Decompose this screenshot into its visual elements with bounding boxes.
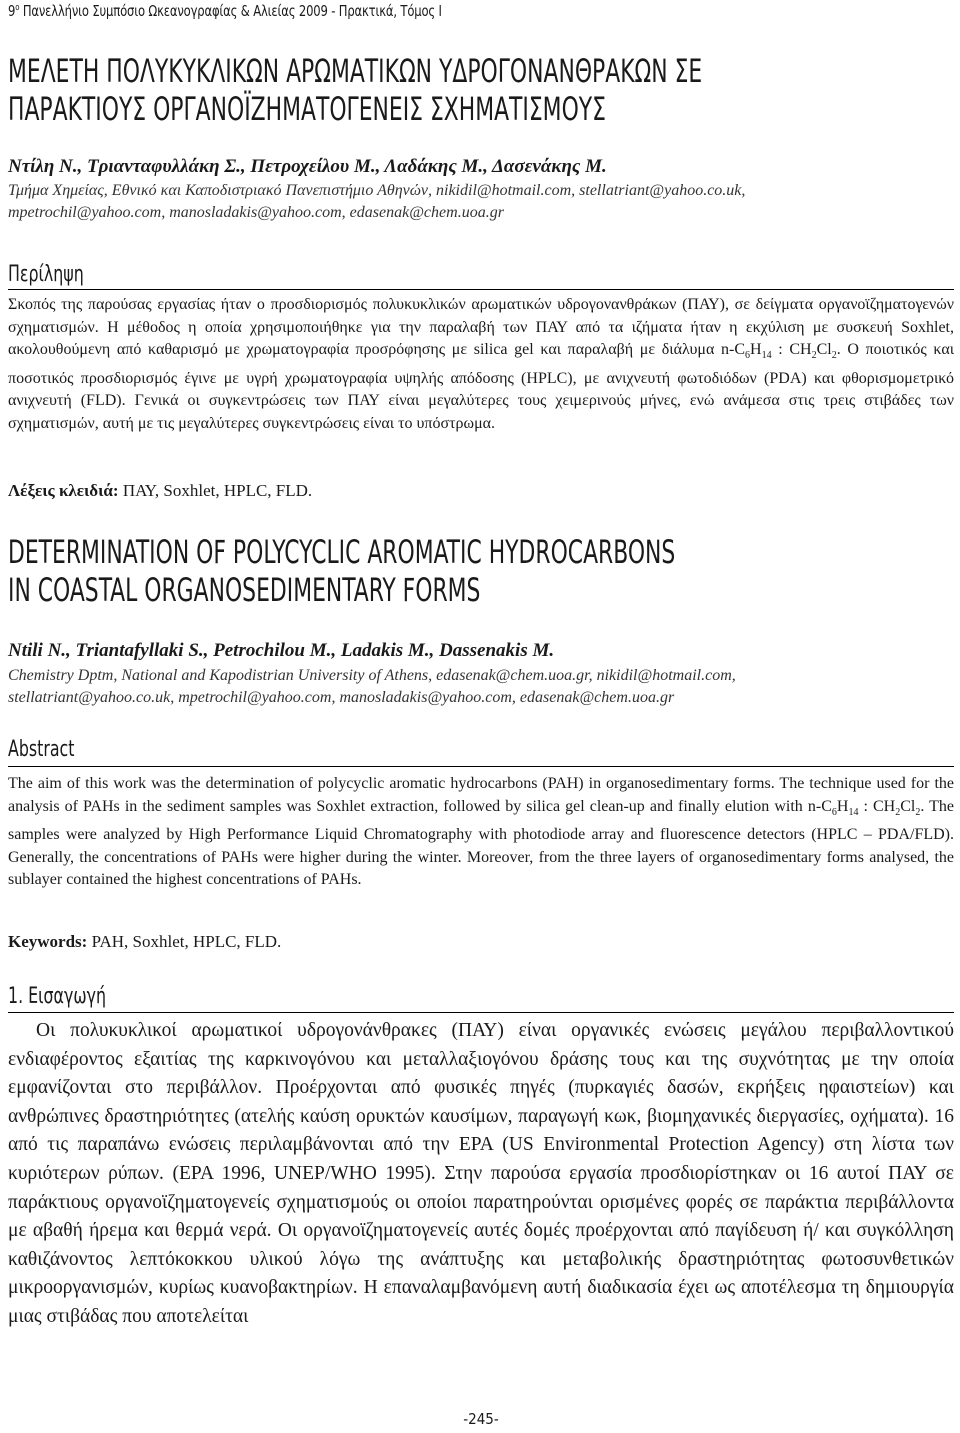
english-abstract-heading: Abstract — [8, 737, 75, 762]
english-authors: Ntili N., Triantafyllaki S., Petrochilou M., Ladakis M., Dassenakis M. — [8, 640, 555, 661]
english-title — [8, 533, 675, 609]
divider — [8, 289, 954, 290]
divider — [8, 1012, 954, 1013]
english-affiliation: Chemistry Dptm, National and Kapodistrian University of Athens, edasenak@chem.uoa.gr, nikidil@hotmail.com, stellatriant@yahoo.co.uk, mpetrochil@yahoo.com, manosladakis@yahoo.com, edasenak@chem.uoa.gr — [8, 667, 736, 706]
english-abstract-text: The aim of this work was the determination of polycyclic aromatic hydrocarbons (PAH) in organosedimentary forms. The technique used for the analysis of PAHs in the sediment samples was Soxhlet extraction, followed by silica gel clean-up and finally elution with $n-C_6H_{14}$ : $CH_2Cl_2$. The samples were analyzed by High Performance Liquid Chromatography with photodiode array and fluorescence detectors (HPLC – PDA/FLD). Generally, the concentrations of PAHs were higher during the winter. Moreover, from the three layers of organosedimentary forms analysed, the sublayer contained the highest concentrations of PAHs. — [8, 775, 955, 889]
greek-title-line2: ΠΑΡΑΚΤΙΟΥΣ ΟΡΓΑΝΟΪΖΗΜΑΤΟΓΕΝΕΙΣ ΣΧΗΜΑΤΙΣΜΟΥΣ — [8, 90, 606, 128]
page-number: -245- — [463, 1410, 499, 1428]
greek-affiliation: Τμήμα Χημείας, Εθνικό και Καποδιστριακό Πανεπιστήμιο Αθηνών, nikidil@hotmail.com, stellatriant@yahoo.co.uk, mpetrochil@yahoo.com, manosladakis@yahoo.com, edasenak@chem.uoa.gr — [8, 182, 746, 221]
greek-authors: Ντίλη Ν., Τριανταφυλλάκη Σ., Πετροχείλου Μ., Λαδάκης Μ., Δασενάκης Μ. — [8, 156, 607, 177]
greek-title — [8, 52, 702, 128]
intro-text: Οι πολυκυκλικοί αρωματικοί υδρογονάνθρακες (ΠΑΥ) είναι οργανικές ενώσεις μεγάλου περιβαλλοντικού ενδιαφέροντος εξαιτίας της καρκινογόνου και μεταλλαξιογόνου δράσης τους και της συχνότητας με την οποία εμφανίζονται στο περιβάλλον. Προέρχονται από φυσικές πηγές (πυρκαγιές δασών, εκρήξεις ηφαιστείων) και ανθρώπινες δραστηριότητες (ατελής καύση ορυκτών καυσίμων, παραγωγή κωκ, βιομηχανικές διεργασίες, οχήματα). 16 από τις παραπάνω ενώσεις περιλαμβάνονται από την EPA (US Environmental Protection Agency) στη λίστα των κυριότερων ρύπων. (EPA 1996, UNEP/WHO 1995). Στην παρούσα εργασία προσδιορίστηκαν οι 16 αυτοί ΠΑΥ σε παράκτιους οργανοϊζηματογενείς σχηματισμούς οι οποίοι παρατηρούνται ορισμένες φορές σε παράκτια περιβάλλοντα με αβαθή ήρεμα και θερμά νερά. Οι οργανοϊζηματογενείς αυτές δομές προέρχονται από παγίδευση ή/ και συγκόλληση καθιζάνοντος λεπτόκοκκου υλικού λόγω της ανάπτυξης και μεταβολικής δραστηριότητας φωτοσυνθετικών μικροοργανισμών, κυρίως κυανοβακτηρίων. Η επαναλαμβανόμενη αυτή διαδικασία έχει ως αποτέλεσμα τη δημιουργία μιας στιβάδας που αποτελείται — [8, 1020, 954, 1327]
greek-abstract-text: Σκοπός της παρούσας εργασίας ήταν ο προσδιορισμός πολυκυκλικών αρωματικών υδρογονανθράκων (ΠΑΥ), σε δείγματα οργανοϊζηματογενών σχηματισμών. Η μέθοδος η οποία χρησιμοποιήθηκε για την παραλαβή των ΠΑΥ από τα ιζήματα ήταν η εκχύλιση με συσκευή Soxhlet, ακολουθούμενη από καθαρισμό με χρωματογραφία προσρόφησης με silica gel και παραλαβή με διάλυμα $n-C_6H_{14}$ : $CH_2Cl_2$. Ο ποιοτικός και ποσοτικός προσδιορισμός έγινε με υγρή χρωματογραφία υψηλής απόδοσης (HPLC), με ανιχνευτή φωτοδιόδων (PDA) και φθορισμομετρικό ανιχνευτή (FLD). Γενικά οι συγκεντρώσεις των ΠΑΥ είναι μεγαλύτερες τους χειμερινούς μήνες, ενώ ανάμεσα στις τρεις στιβάδες των σχηματισμών, αυτή με τις μεγαλύτερες συγκεντρώσεις είναι το υπόστρωμα. — [8, 296, 955, 432]
intro-heading: 1. Εισαγωγή — [8, 984, 106, 1009]
greek-abstract-heading: Περίληψη — [8, 262, 84, 287]
english-title-line2: IN COASTAL ORGANOSEDIMENTARY FORMS — [8, 571, 481, 609]
greek-title-line1: ΜΕΛΕΤΗ ΠΟΛΥΚΥΚΛΙΚΩΝ ΑΡΩΜΑΤΙΚΩΝ ΥΔΡΟΓΟΝΑΝΘΡΑΚΩΝ ΣΕ — [8, 52, 703, 90]
running-header: $9^o$ Πανελλήνιο Συμπόσιο Ωκεανογραφίας & Αλιείας 2009 - Πρακτικά, Τόμος I — [8, 2, 442, 20]
english-title-line1: DETERMINATION OF POLYCYCLIC AROMATIC HYDROCARBONS — [8, 533, 676, 571]
divider — [8, 766, 954, 767]
greek-keywords: Λέξεις κλειδιά: ΠΑΥ, Soxhlet, HPLC, FLD. — [8, 481, 313, 500]
english-keywords: Keywords: PAH, Soxhlet, HPLC, FLD. — [8, 932, 282, 951]
